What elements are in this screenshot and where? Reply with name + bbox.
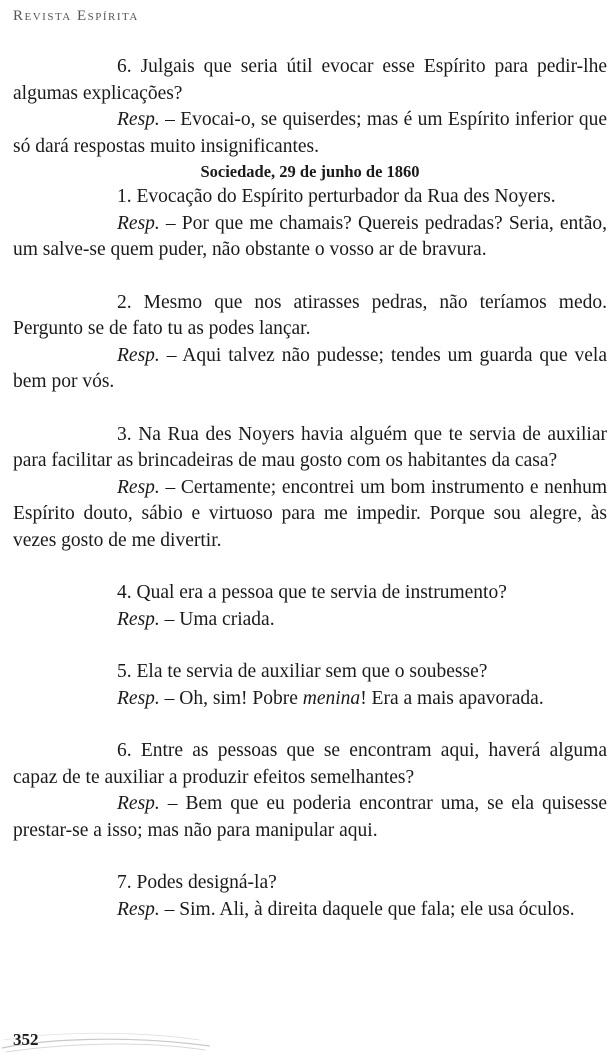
- resp-label: Resp.: [117, 687, 160, 709]
- resp-label: Resp.: [117, 109, 160, 130]
- answer-5: [13, 686, 607, 713]
- answer-text: – Oh, sim! Pobre: [159, 687, 303, 709]
- resp-label: Resp.: [117, 898, 160, 920]
- answer-text: – Evocai-o, se quiserdes; mas é um Espírito inferior que só dará respostas muito insignificantes.: [13, 109, 607, 157]
- question-2: 2. Mesmo que nos atirasses pedras, não teríamos medo. Pergunto se de fato tu as podes lançar.: [13, 291, 607, 339]
- answer-6: [13, 791, 607, 844]
- answer-2: [13, 343, 607, 396]
- answer-text: – Sim. Ali, à direita daquele que fala; ele usa óculos.: [159, 898, 575, 920]
- answer-1: [13, 211, 607, 264]
- answer-3: [13, 475, 607, 555]
- question-3: 3. Na Rua des Noyers havia alguém que te servia de auxiliar para facilitar as brincadeiras de mau gosto com os habitantes da casa?: [13, 423, 607, 471]
- question-intro-6: 6. Julgais que seria útil evocar esse Espírito para pedir-lhe algumas explicações?: [13, 56, 607, 104]
- answer-text: – Aqui talvez não pudesse; tendes um guarda que vela bem por vós.: [13, 344, 607, 392]
- question-1: 1. Evocação do Espírito perturbador da Rua des Noyers.: [117, 186, 556, 207]
- answer-4: [13, 607, 607, 634]
- question-5: 5. Ela te servia de auxiliar sem que o soubesse?: [117, 661, 488, 682]
- page-footer: [0, 1026, 611, 1058]
- answer-7: [13, 897, 607, 924]
- answer-text: – Bem que eu poderia encontrar uma, se ela quisesse prestar-se a isso; mas não para manipular aqui.: [13, 793, 607, 841]
- page-number: 352: [13, 1030, 39, 1049]
- answer-text: – Por que me chamais? Quereis pedradas? Seria, então, um salve-se quem puder, não obstante o vosso ar de bravura.: [13, 212, 607, 260]
- section-title: Sociedade, 29 de junho de 1860: [200, 162, 420, 181]
- question-7: 7. Podes designá-la?: [117, 872, 277, 893]
- resp-label: Resp.: [117, 344, 160, 366]
- question-4: 4. Qual era a pessoa que te servia de instrumento?: [117, 582, 507, 603]
- answer-text: – Certamente; encontrei um bom instrumento e nenhum Espírito douto, sábio e virtuoso para me impedir. Porque sou alegre, às vezes gosto de me divertir.: [13, 476, 607, 551]
- resp-label: Resp.: [117, 212, 160, 234]
- emphasized-word: menina: [302, 687, 361, 709]
- answer-intro-6: [13, 107, 607, 160]
- resp-label: Resp.: [117, 793, 160, 814]
- resp-label: Resp.: [117, 608, 160, 630]
- question-6: 6. Entre as pessoas que se encontram aqui, haverá alguma capaz de te auxiliar a produzir efeitos semelhantes?: [13, 740, 607, 788]
- running-head: Revista Espírita: [13, 8, 139, 24]
- resp-label: Resp.: [117, 476, 160, 498]
- answer-text: – Uma criada.: [159, 608, 275, 630]
- answer-text: ! Era a mais apavorada.: [360, 687, 544, 709]
- page-body: [13, 54, 607, 923]
